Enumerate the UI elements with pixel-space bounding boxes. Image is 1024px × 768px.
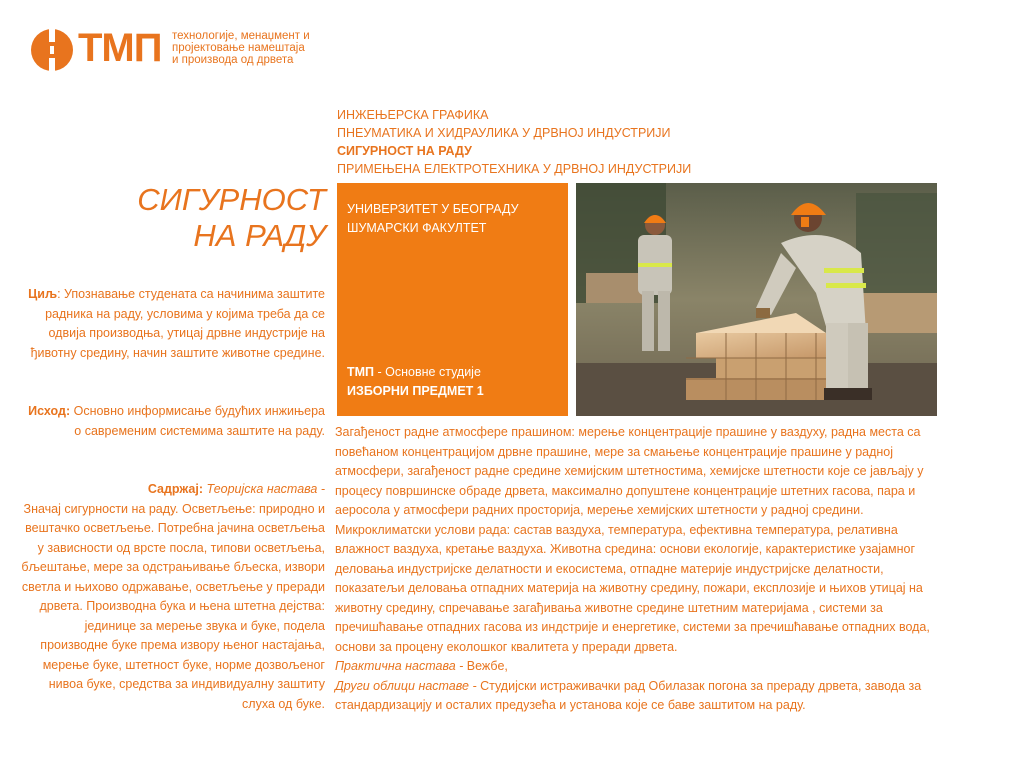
outcome-section [18,402,325,441]
goal-section [18,285,325,363]
content-subtitle: Теоријска настава - [203,482,325,496]
goal-label: Циљ [28,287,58,301]
goal-text: : Упознавање студената са начинима заштите радника на раду, условима у којима треба да се одвија производња, утицај дрвне индустрије на ђивотну средину, начин заштите животне средине. [30,287,325,360]
logo-tagline [172,30,310,66]
course-item[interactable]: ПНЕУМАТИКА И ХИДРАУЛИКА У ДРВНОЈ ИНДУСТРИЈИ [337,126,671,140]
course-list [337,106,691,178]
course-item[interactable]: ПРИМЕЊЕНА ЕЛЕКТРОТЕХНИКА У ДРВНОЈ ИНДУСТРИЈИ [337,162,692,176]
practical-label: Практична настава - [335,659,464,673]
program-name: ТМП [347,365,375,379]
outcome-label: Исход: [28,404,71,418]
faculty-name: ШУМАРСКИ ФАКУЛТЕТ [347,221,487,235]
logo-tagline-line: и производа од дрвета [172,54,294,66]
other-forms-label: Други облици наставе - [335,678,477,693]
course-item-active[interactable]: СИГУРНОСТ НА РАДУ [337,144,472,158]
page-title [137,182,326,254]
logo-tagline-line: технологије, менаџмент и [172,30,310,42]
sawmill-workers-photo [576,183,937,416]
university-name: УНИВЕРЗИТЕТ У БЕОГРАДУ [347,202,519,216]
program-level: - Основне студије [374,365,481,379]
main-content-text: Загађеност радне атмосфере прашином: мерење концентрације прашине у ваздуху, радна места са повећаном концентрацијом дрвне прашине, мере за смањење концентрације прашине у радној атмосфери, загађеност радне средине хемијским штетностима, хемијске штетности које се јављају у процесу површинске обраде дрвета, максимално допуштене концентрације штетних гасова, пара и аеросола у атмосфери радних просторија, мерење хемијских штетности у радној средини. Микроклиматски услови рада: састав ваздуха, температура, ефективна температура, релативна влажност ваздуха, кретање ваздуха. Животна средина: основи екологије, карактеристике узајамног деловања индустријске делатности и екосистема, отпадне материје индустријске делатности, показатељи деловања отпадних материја на животну средину, пожари, експлозије и њихов утицај на животну средину, спречавање загађивања животне средине штетним материјама , системи за пречишћавање отпадних гасова из индстрије и енергетике, системи за пречишћавање отпадних вода, основи за процену еколошког квалитета у преради дрвета. [335,425,930,654]
elective-label: ИЗБОРНИ ПРЕДМЕТ 1 [347,384,484,398]
course-item[interactable]: ИНЖЕЊЕРСКА ГРАФИКА [337,108,489,122]
other-forms-text: Студијски истраживачки рад Обилазак погона за прераду дрвета, завода за стандардизацију и осталих предузећа и установа које се баве заштитом на раду. [335,678,922,712]
content-text: Значај сигурности на раду. Осветљење: природно и вештачко осветљење. Потребна јачина осветљења у зависности од врсте посла, типови осветљења, бљештање, мере за одстрањивање бљеска, извори светла и њихово одржавање, осветљење у преради дрвета. Производна бука и њена штетна дејства: јединице за мерење звука и буке, подела производне буке према извору њеног настајања, мерење буке, штетност буке, норме дозвољеног нивоа буке, средства за индивидуалну заштиту слуха од буке. [21,501,325,711]
page-title-line: НА РАДУ [193,218,326,253]
logo-name: ТМП [78,26,162,70]
practical-text: Вежбе, [463,659,508,673]
content-label: Садржај: [147,482,203,496]
page-title-line: СИГУРНОСТ [137,182,326,217]
main-content [335,423,945,716]
tmp-logo [30,28,330,74]
tmp-logo-icon [30,28,74,72]
logo-tagline-line: пројектовање намештаја [172,42,305,54]
info-box [337,183,568,416]
sawmill-scene-icon [576,183,937,416]
content-section [18,480,325,714]
outcome-text: Основно информисање будућих инжињера о савременим системима заштите на раду. [70,404,325,438]
